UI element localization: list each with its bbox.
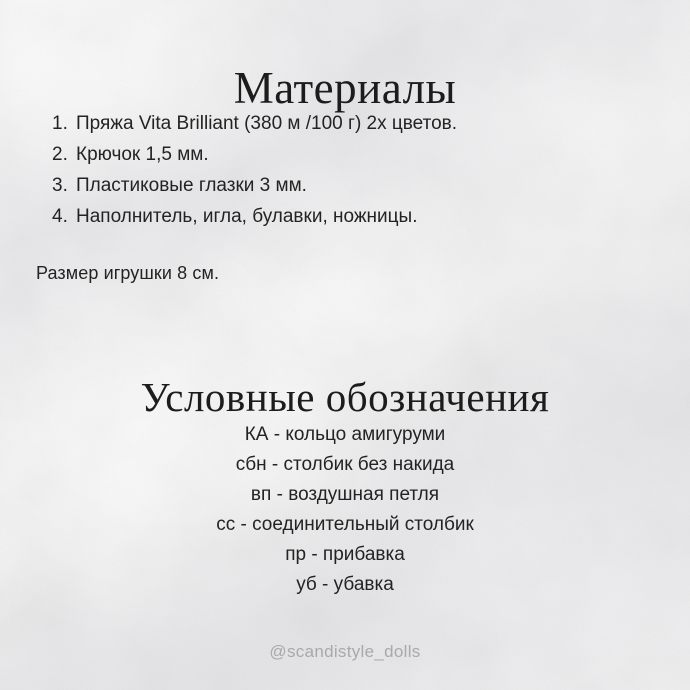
list-item: сс - соединительный столбик xyxy=(216,514,474,536)
list-item: уб - убавка xyxy=(296,574,394,596)
list-item-number: 2. xyxy=(52,143,68,165)
legend-heading: Условные обозначения xyxy=(140,374,550,421)
list-item-number: 3. xyxy=(52,174,68,196)
watermark-handle: @scandistyle_dolls xyxy=(269,642,421,661)
list-item xyxy=(52,110,457,139)
materials-list xyxy=(52,110,457,234)
list-item-label: Крючок 1,5 мм. xyxy=(76,143,209,165)
list-item-number: 1. xyxy=(52,113,68,134)
list-item: КА - кольцо амигуруми xyxy=(244,424,446,445)
list-item xyxy=(52,172,457,201)
list-item-number: 4. xyxy=(52,205,68,227)
list-item-label: Наполнитель, игла, булавки, ножницы. xyxy=(76,205,418,227)
legend-list xyxy=(0,420,690,600)
list-item-label: Пряжа Vita Brilliant (380 м /100 г) 2х цветов. xyxy=(76,113,458,134)
toy-size-note: Размер игрушки 8 см. xyxy=(36,263,220,283)
list-item xyxy=(52,203,457,232)
list-item-label: Пластиковые глазки 3 мм. xyxy=(76,174,307,196)
list-item: вп - воздушная петля xyxy=(250,484,440,506)
list-item: пр - прибавка xyxy=(285,544,405,566)
materials-heading: Материалы xyxy=(233,63,457,114)
list-item xyxy=(52,141,457,170)
list-item: сбн - столбик без накида xyxy=(235,454,455,476)
